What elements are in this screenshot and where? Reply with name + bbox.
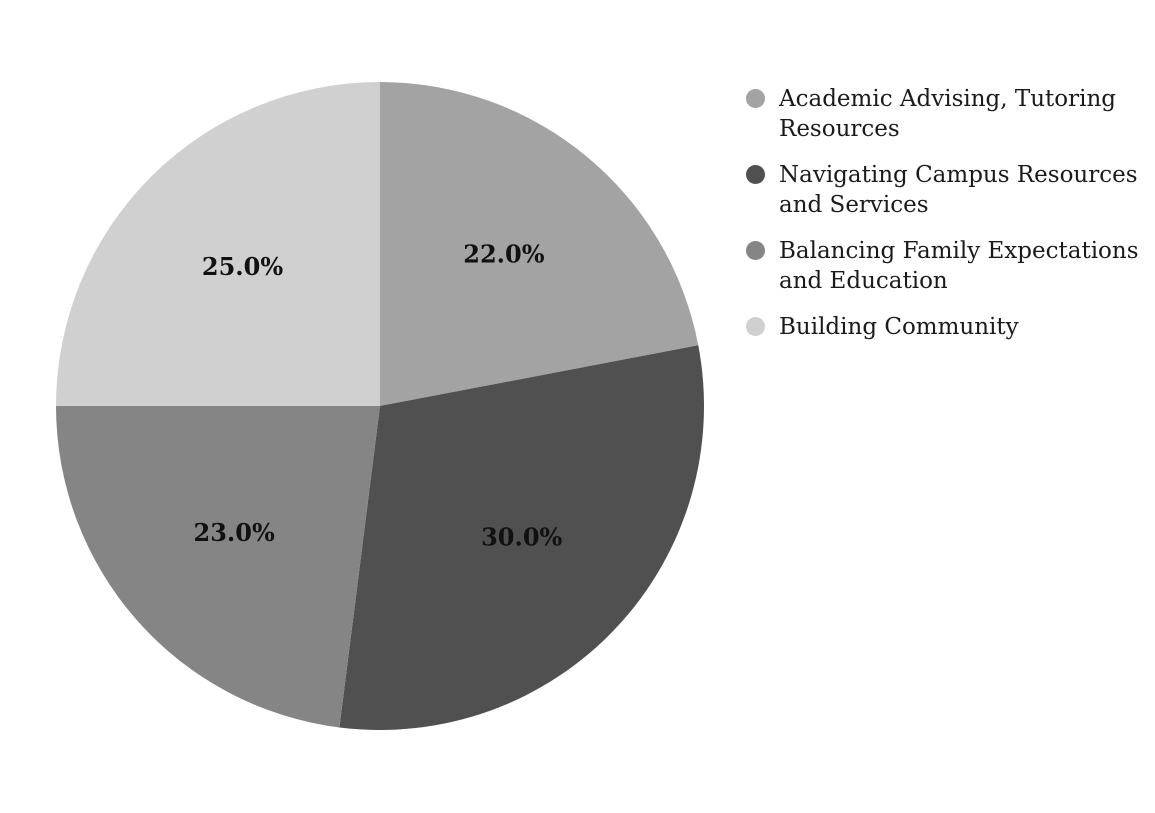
pie-slice-label-balancing-family-expectations-and-education: 23.0% <box>193 518 275 548</box>
legend-swatch-navigating-campus <box>746 165 765 184</box>
pie-slice-label-academic-advising-tutoring-resources: 22.0% <box>463 239 545 269</box>
legend-label-building-community: Building Community <box>779 314 1019 340</box>
legend-item-navigating-campus <box>746 160 1146 220</box>
legend-label-academic-advising: Academic Advising, Tutoring Resources <box>779 86 1117 142</box>
legend-swatch-academic-advising <box>746 89 765 108</box>
legend-label-navigating-campus: Navigating Campus Resources and Services <box>779 162 1138 218</box>
pie-slice-building-community <box>56 82 380 406</box>
pie-slice-label-navigating-campus-resources-and-services: 30.0% <box>481 522 563 552</box>
legend <box>746 84 1146 358</box>
pie-slice-label-building-community: 25.0% <box>201 252 284 282</box>
legend-swatch-building-community <box>746 317 765 336</box>
legend-item-academic-advising <box>746 84 1146 144</box>
legend-item-building-community <box>746 312 1146 342</box>
pie-slices <box>56 82 704 730</box>
legend-item-balancing-family <box>746 236 1146 296</box>
legend-label-balancing-family: Balancing Family Expectations and Education <box>779 238 1139 294</box>
legend-swatch-balancing-family <box>746 241 765 260</box>
pie-slice-balancing-family-expectations-and-education <box>56 406 380 727</box>
